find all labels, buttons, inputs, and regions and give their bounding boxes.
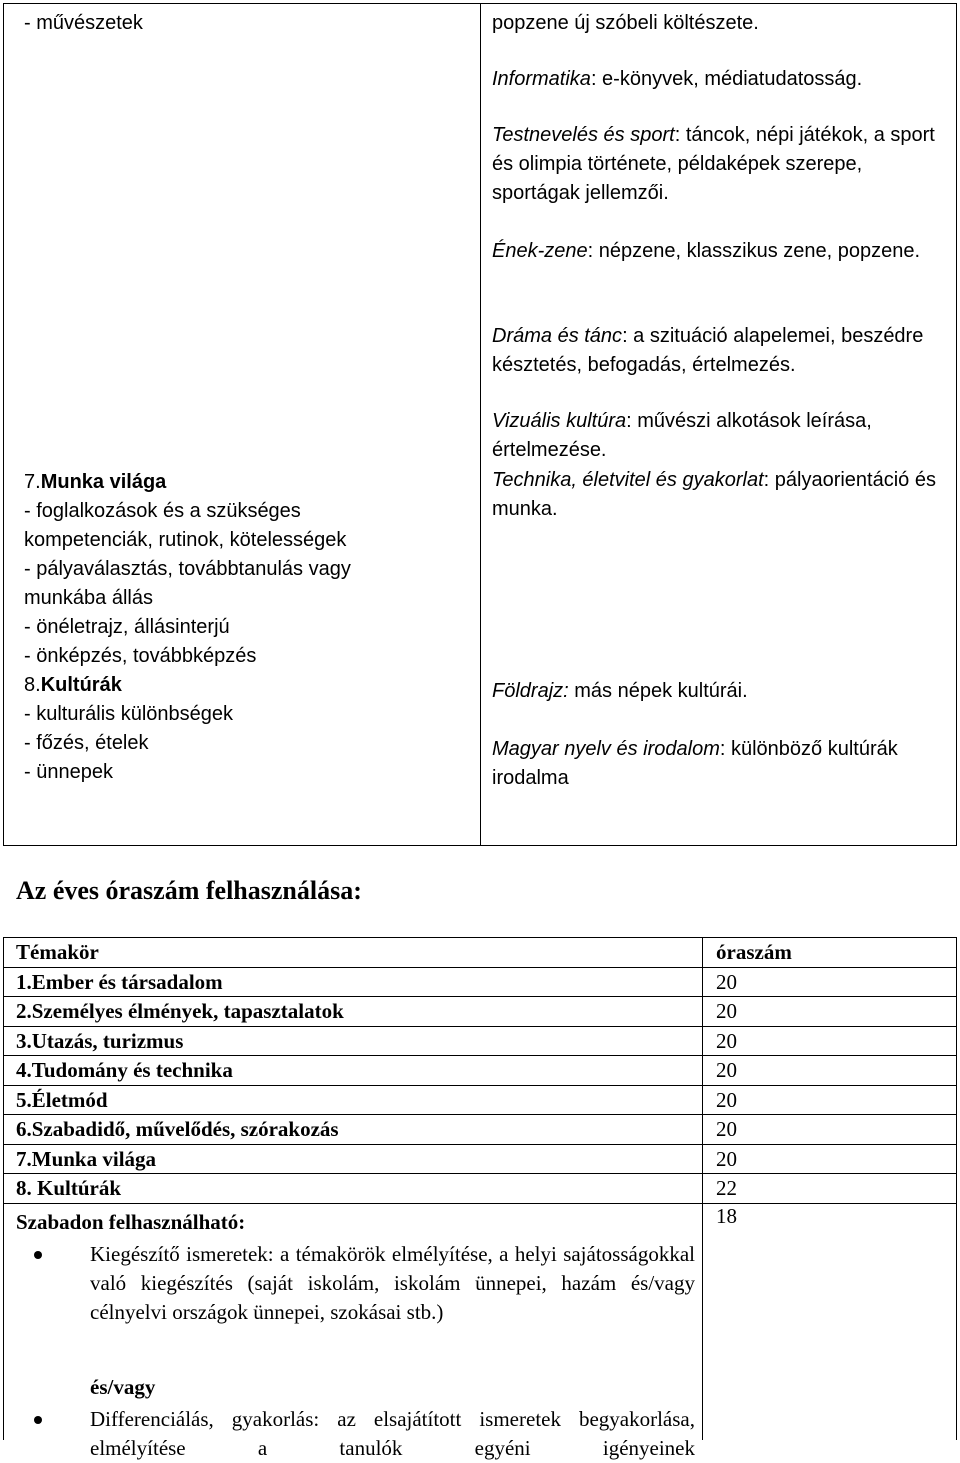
topic-cell: 1.Ember és társadalom [16, 969, 223, 994]
column-header-topic: Témakör [16, 940, 99, 964]
right-paragraph [492, 237, 947, 266]
paragraph-text: : különböző kultúrák irodalma [492, 738, 898, 789]
topic7-item: - önképzés, továbbképzés [24, 645, 257, 667]
topic8-item: - ünnepek [24, 761, 113, 783]
subject-name: Ének-zene [492, 240, 588, 262]
table-row [4, 1115, 956, 1145]
topic-cell: 3.Utazás, turizmus [16, 1028, 184, 1053]
right-paragraph [492, 735, 947, 793]
hours-cell: 20 [716, 969, 737, 994]
paragraph-text: : művészi alkotások leírása, értelmezése. [492, 410, 872, 461]
bullet-icon [34, 1416, 42, 1424]
topic7-item: - önéletrajz, állásinterjú [24, 616, 230, 638]
topic-cell: 5.Életmód [16, 1087, 108, 1112]
topic8-item: - kulturális különbségek [24, 703, 233, 725]
right-paragraph [492, 466, 947, 524]
right-paragraph [492, 407, 947, 465]
paragraph-text: más népek kultúrái. [568, 680, 748, 702]
topic8-item: - főzés, ételek [24, 732, 149, 754]
table-row [4, 1145, 956, 1175]
paragraph-text: : táncok, népi játékok, a sport és olimpia története, példaképek szerepe, sportágak jellemzői. [492, 124, 935, 204]
paragraph-text: popzene új szóbeli költészete. [492, 12, 759, 34]
subject-name: Vizuális kultúra [492, 410, 627, 432]
hours-cell: 20 [716, 1028, 737, 1053]
table-row [4, 1174, 956, 1204]
subject-name: Magyar nyelv és irodalom [492, 738, 720, 760]
topic-cell: 8. Kultúrák [16, 1176, 122, 1200]
list-item-text: Kiegészítő ismeretek: a témakörök elmélyítése, a helyi sajátosságokkal való kiegészítés (saját iskolám, iskolám ünnepei, hazám és/vagy célnyelvi országok ünnepei, szokásai stb.) [90, 1242, 695, 1324]
subject-name: Földrajz: [492, 680, 569, 702]
section-heading: Az éves óraszám felhasználása: [16, 876, 362, 905]
table-row [4, 1056, 956, 1086]
free-hours-row [4, 1204, 956, 1460]
content-table [3, 3, 957, 846]
left-cell-topics [24, 468, 351, 787]
topic7-item: - foglalkozások és a szükséges [24, 500, 301, 522]
topic-cell: 4.Tudomány és technika [16, 1058, 233, 1082]
and-or-label: és/vagy [90, 1375, 156, 1399]
table-row [4, 1086, 956, 1116]
paragraph-text: : népzene, klasszikus zene, popzene. [587, 240, 921, 262]
paragraph-text: : e-könyvek, médiatudatosság. [590, 68, 863, 90]
subject-name: Technika, életvitel és gyakorlat [492, 469, 764, 491]
right-paragraph [492, 121, 947, 208]
right-paragraph [492, 65, 947, 94]
hours-cell: 20 [716, 1058, 737, 1082]
free-hours-value: 18 [716, 1204, 737, 1228]
table-row [4, 997, 956, 1027]
right-paragraph [492, 677, 947, 706]
table-header-row [4, 938, 956, 968]
topic7-item: munkába állás [24, 587, 153, 609]
bullet-icon [34, 1251, 42, 1259]
hours-table [3, 937, 957, 1460]
column-header-hours: óraszám [716, 940, 792, 964]
column-divider [480, 4, 481, 845]
list-item-text: Differenciálás, gyakorlás: az elsajátított ismeretek begyakorlása, elmélyítése a tanulók egyéni igényeinek [90, 1407, 695, 1460]
subject-name: Testnevelés és sport [492, 124, 675, 146]
topic-cell: 2.Személyes élmények, tapasztalatok [16, 999, 344, 1023]
table-row [4, 1027, 956, 1057]
topic-cell: 6.Szabadidő, művelődés, szórakozás [16, 1117, 339, 1141]
right-paragraph [492, 322, 947, 380]
paragraph-text: : a szituáció alapelemei, beszédre késztetés, befogadás, értelmezés. [492, 325, 924, 376]
right-paragraph [492, 9, 947, 38]
topic7-heading: 7.Munka világa [24, 471, 167, 493]
hours-cell: 20 [716, 1087, 737, 1112]
subject-name: Dráma és tánc [492, 325, 623, 347]
hours-cell: 20 [716, 999, 737, 1023]
free-hours-label: Szabadon felhasználható: [16, 1210, 246, 1234]
hours-cell: 20 [716, 1117, 737, 1141]
topic8-heading: 8.Kultúrák [24, 674, 122, 696]
left-cell-arts: - művészetek [24, 12, 143, 34]
topic7-item: - pályaválasztás, továbbtanulás vagy [24, 558, 351, 580]
subject-name: Informatika [492, 68, 591, 90]
table-row [4, 968, 956, 998]
hours-cell: 20 [716, 1146, 737, 1171]
paragraph-text: : pályaorientáció és munka. [492, 469, 936, 520]
topic7-item: kompetenciák, rutinok, kötelességek [24, 529, 347, 551]
hours-cell: 22 [716, 1176, 737, 1200]
topic-cell: 7.Munka világa [16, 1146, 157, 1171]
